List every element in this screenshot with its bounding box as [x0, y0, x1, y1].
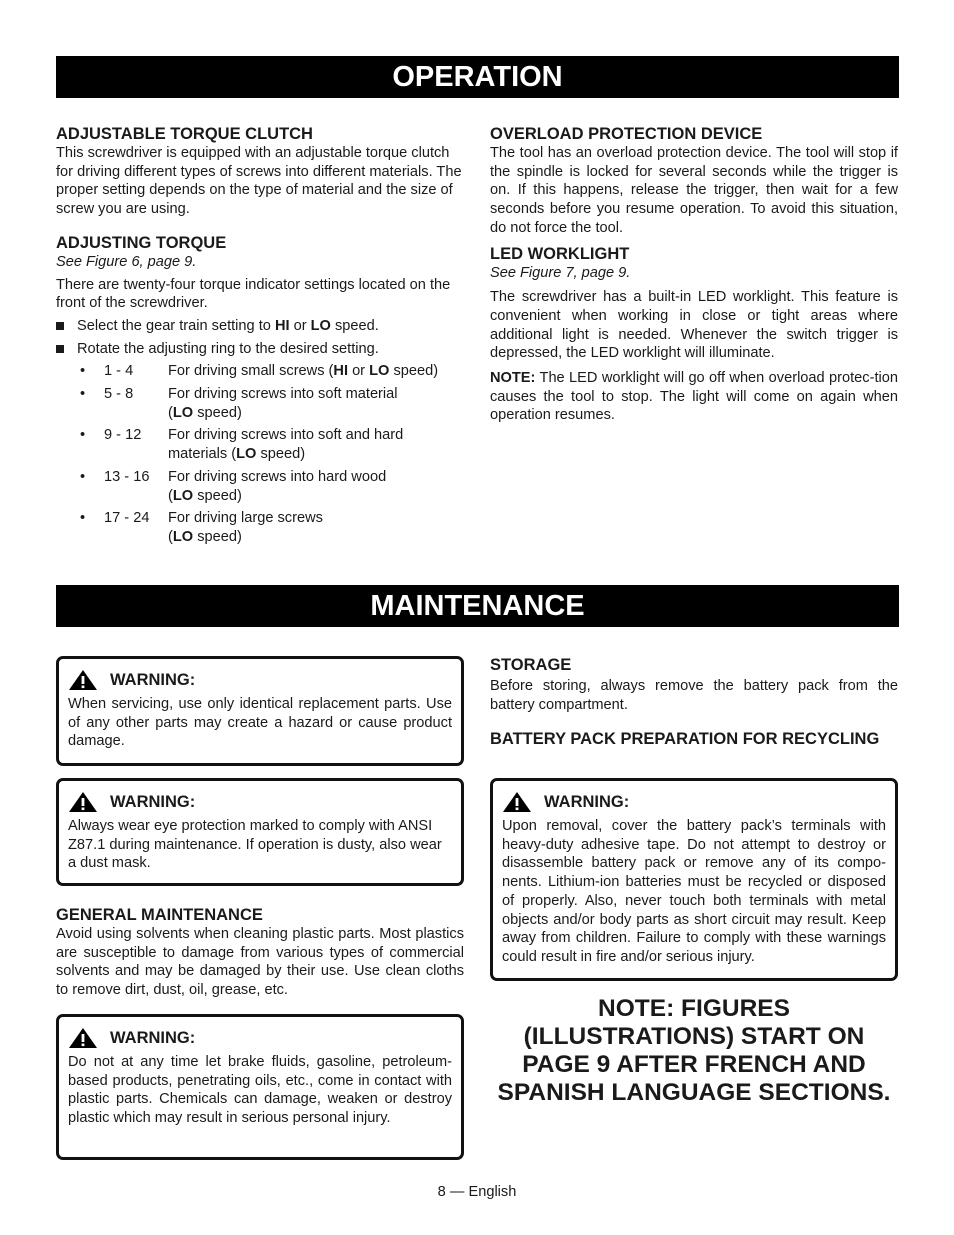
square-bullet-icon [56, 345, 64, 353]
torque-setting-row: • 5 - 8 For driving screws into soft material (LO speed) [56, 385, 464, 422]
torque-setting-row: • 17 - 24 For driving large screws (LO speed) [56, 509, 464, 546]
warning-triangle-icon [68, 1027, 98, 1049]
warning-header: WARNING: [68, 790, 452, 814]
torque-clutch-heading: ADJUSTABLE TORQUE CLUTCH [56, 125, 313, 143]
warning-text: Upon removal, cover the battery pack’s terminals with heavy-duty adhesive tape. Do not attempt to destroy or disassemble battery pack or remove any of its compo-nents. Lithium-ion batteries must be recycled or disposed of properly. Also, never touch both terminals with metal objects and/or body parts as short circuit may result. Keep away from children. Failure to comply with these warnings could result in fire and/or serious injury. [502, 818, 886, 965]
operation-banner: OPERATION [56, 56, 899, 98]
led-worklight-note: NOTE: The LED worklight will go off when overload protec-tion causes the tool to stop. The light will come on again when operation resumes. [490, 370, 898, 424]
operation-left-column [56, 124, 464, 547]
recycling-heading: BATTERY PACK PREPARATION FOR RECYCLING [490, 730, 880, 749]
storage-section [490, 655, 898, 751]
figures-note: NOTE: FIGURES (ILLUSTRATIONS) START ON PAGE 9 AFTER FRENCH AND SPANISH LANGUAGE SECTIONS. [497, 995, 891, 1106]
overload-heading: OVERLOAD PROTECTION DEVICE [490, 125, 763, 143]
storage-heading: STORAGE [490, 656, 572, 674]
dot-bullet-icon: • [80, 510, 86, 527]
warning-text: Always wear eye protection marked to comply with ANSI Z87.1 during maintenance. If operation is dusty, also wear a dust mask. [68, 818, 442, 872]
warning-text: Do not at any time let brake fluids, gasoline, petroleum-based products, penetrating oils, etc., come in contact with plastic parts. Chemicals can damage, weaken or destroy plastic which may result in serious personal injury. [68, 1054, 452, 1127]
torque-setting-row: • 1 - 4 For driving small screws (HI or LO speed) [56, 362, 464, 381]
maintenance-banner: MAINTENANCE [56, 585, 899, 627]
adjusting-torque-text: There are twenty-four torque indicator settings located on the front of the screwdriver. [56, 276, 451, 312]
general-maintenance-text: Avoid using solvents when cleaning plastic parts. Most plastics are susceptible to damage from various types of commercial solvents and may be damaged by their use. Use clean cloths to remove dirt, dust, oil, grease, etc. [56, 926, 464, 999]
warning-box-eye-protection [56, 778, 464, 886]
square-bullet-icon [56, 322, 64, 330]
torque-setting-row: • 9 - 12 For driving screws into soft and hard materials (LO speed) [56, 426, 464, 463]
bullet-adjusting-ring: Rotate the adjusting ring to the desired setting. [56, 340, 464, 359]
warning-header: WARNING: [68, 668, 452, 692]
led-worklight-text: The screwdriver has a built-in LED worklight. This feature is convenient when working in close or tight areas where additional light is needed. Whenever the switch trigger is depressed, the LED worklight will illuminate. [490, 289, 898, 362]
warning-box-replacement-parts [56, 656, 464, 766]
led-worklight-ref: See Figure 7, page 9. [490, 264, 631, 281]
warning-box-battery-recycling [490, 778, 898, 981]
general-maintenance-heading: GENERAL MAINTENANCE [56, 906, 263, 924]
dot-bullet-icon: • [80, 386, 86, 403]
adjusting-torque-ref: See Figure 6, page 9. [56, 253, 197, 270]
page-footer: 8 — English [437, 1184, 517, 1200]
warning-box-chemicals [56, 1014, 464, 1160]
torque-setting-row: • 13 - 16 For driving screws into hard wood (LO speed) [56, 468, 464, 505]
warning-triangle-icon [68, 791, 98, 813]
warning-text: When servicing, use only identical replacement parts. Use of any other parts may create a hazard or cause product damage. [68, 696, 452, 750]
general-maintenance-section [56, 905, 464, 1000]
warning-header: WARNING: [68, 1026, 452, 1050]
warning-triangle-icon [68, 669, 98, 691]
storage-text: Before storing, always remove the battery pack from the battery compartment. [490, 678, 898, 713]
overload-text: The tool has an overload protection device. The tool will stop if the spindle is locked for several seconds while the trigger is on. If this happens, release the trigger, then wait for a few seconds before you resume operation. To avoid this situation, do not force the tool. [490, 145, 898, 236]
warning-header: WARNING: [502, 790, 886, 814]
dot-bullet-icon: • [80, 363, 86, 380]
torque-clutch-text: This screwdriver is equipped with an adjustable torque clutch for driving different types of screws into different materials. The proper setting depends on the type of material and the size of screw you are using. [56, 145, 462, 218]
led-worklight-heading: LED WORKLIGHT [490, 244, 630, 263]
dot-bullet-icon: • [80, 427, 86, 444]
operation-right-column [490, 124, 898, 425]
warning-triangle-icon [502, 791, 532, 813]
adjusting-torque-heading: ADJUSTING TORQUE [56, 233, 227, 252]
bullet-gear-setting: Select the gear train setting to HI or LO speed. [56, 317, 464, 336]
dot-bullet-icon: • [80, 468, 86, 485]
